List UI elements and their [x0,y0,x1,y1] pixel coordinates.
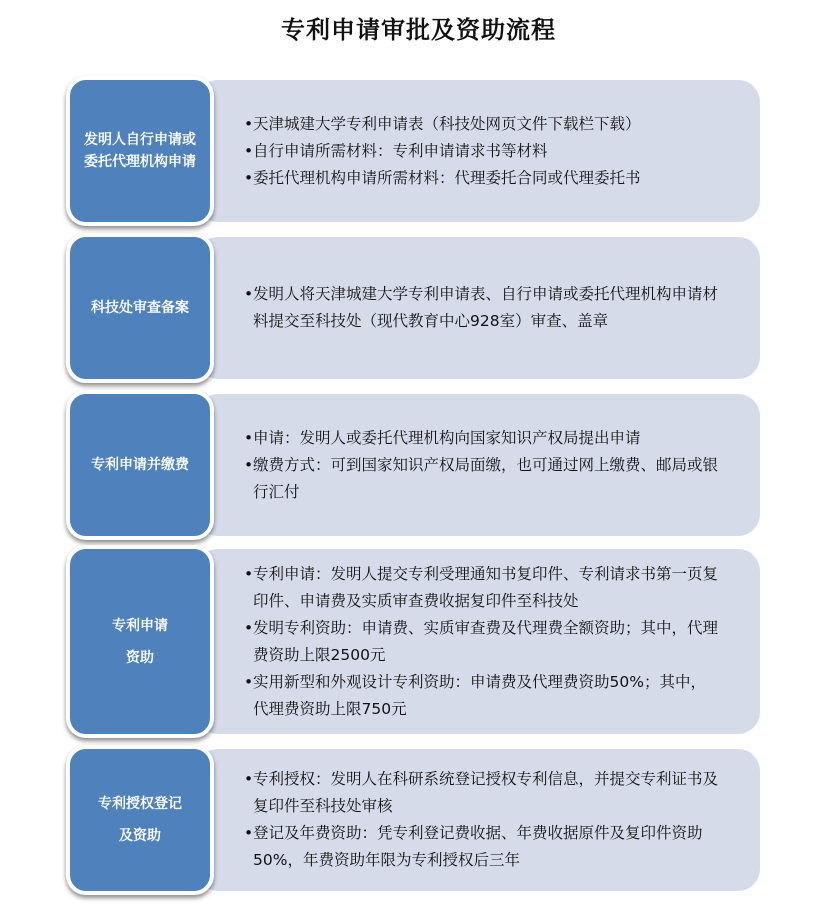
flow-step-1 [66,76,760,226]
flow-step-4 [66,545,760,738]
step-label-line: 资助 [126,649,154,666]
flow-step-3 [66,390,760,540]
step-label-box [66,390,214,540]
bullet-text: 缴费方式：可到国家知识产权局面缴，也可通过网上缴费、邮局或银行汇付 [253,455,719,501]
bullet-text: 委托代理机构申请所需材料：代理委托合同或代理委托书 [253,168,641,187]
bullet-text: 发明人将天津城建大学专利申请表、自行申请或委托代理机构申请材料提交至科技处（现代教育中心928室）审查、盖章 [253,285,719,330]
step-label-line: 科技处审查备案 [91,300,189,316]
step-label-line: 委托代理机构申请 [84,154,196,170]
list-item: • 缴费方式：可到国家知识产权局面缴，也可通过网上缴费、邮局或银行汇付 [244,452,720,506]
list-item: • 天津城建大学专利申请表（科技处网页文件下载栏下载） [244,111,720,138]
bullet-text: 天津城建大学专利申请表（科技处网页文件下载栏下载） [253,114,641,133]
list-item: • 委托代理机构申请所需材料：代理委托合同或代理委托书 [244,165,720,192]
step-bullet-list [244,390,720,540]
list-item: • 发明人将天津城建大学专利申请表、自行申请或委托代理机构申请材料提交至科技处（现代教育中心928室）审查、盖章 [244,281,720,335]
step-label-box [66,745,214,895]
step-label-line: 专利申请 [112,617,168,634]
list-item: • 登记及年费资助：凭专利登记费收据、年费收据原件及复印件资助50%，年费资助年限为专利授权后三年 [244,820,720,874]
flow-step-5 [66,745,760,895]
bullet-text: 登记及年费资助：凭专利登记费收据、年费收据原件及复印件资助50%，年费资助年限为专利授权后三年 [253,824,703,869]
step-bullet-list [244,545,720,738]
step-label-line: 及资助 [119,828,161,844]
bullet-text: 申请：发明人或委托代理机构向国家知识产权局提出申请 [253,428,641,447]
list-item: • 申请：发明人或委托代理机构向国家知识产权局提出申请 [244,425,720,452]
bullet-text: 发明专利资助：申请费、实质审查费及代理费全额资助；其中，代理费资助上限2500元 [253,618,719,664]
step-label-line: 专利申请并缴费 [91,457,189,473]
list-item: • 发明专利资助：申请费、实质审查费及代理费全额资助；其中，代理费资助上限2500元 [244,615,720,669]
step-bullet-list [244,745,720,895]
step-label-box [66,76,214,226]
list-item: • 专利授权：发明人在科研系统登记授权专利信息，并提交专利证书及复印件至科技处审核 [244,766,720,820]
step-label-box [66,545,214,738]
step-bullet-list [244,76,720,226]
page-title: 专利申请审批及资助流程 [281,16,556,44]
bullet-text: 专利申请：发明人提交专利受理通知书复印件、专利请求书第一页复印件、申请费及实质审查费收据复印件至科技处 [253,564,719,610]
flow-step-2 [66,233,760,383]
bullet-text: 专利授权：发明人在科研系统登记授权专利信息，并提交专利证书及复印件至科技处审核 [253,770,719,815]
bullet-text: 自行申请所需材料：专利申请请求书等材料 [253,141,548,160]
step-label-line: 发明人自行申请或 [84,132,196,148]
step-label-box [66,233,214,383]
list-item: • 自行申请所需材料：专利申请请求书等材料 [244,138,720,165]
step-label-line: 专利授权登记 [98,796,182,812]
list-item: • 实用新型和外观设计专利资助：申请费及代理费资助50%；其中，代理费资助上限750元 [244,669,720,723]
list-item: • 专利申请：发明人提交专利受理通知书复印件、专利请求书第一页复印件、申请费及实质审查费收据复印件至科技处 [244,561,720,615]
step-bullet-list [244,233,720,383]
bullet-text: 实用新型和外观设计专利资助：申请费及代理费资助50%；其中，代理费资助上限750元 [253,672,706,718]
